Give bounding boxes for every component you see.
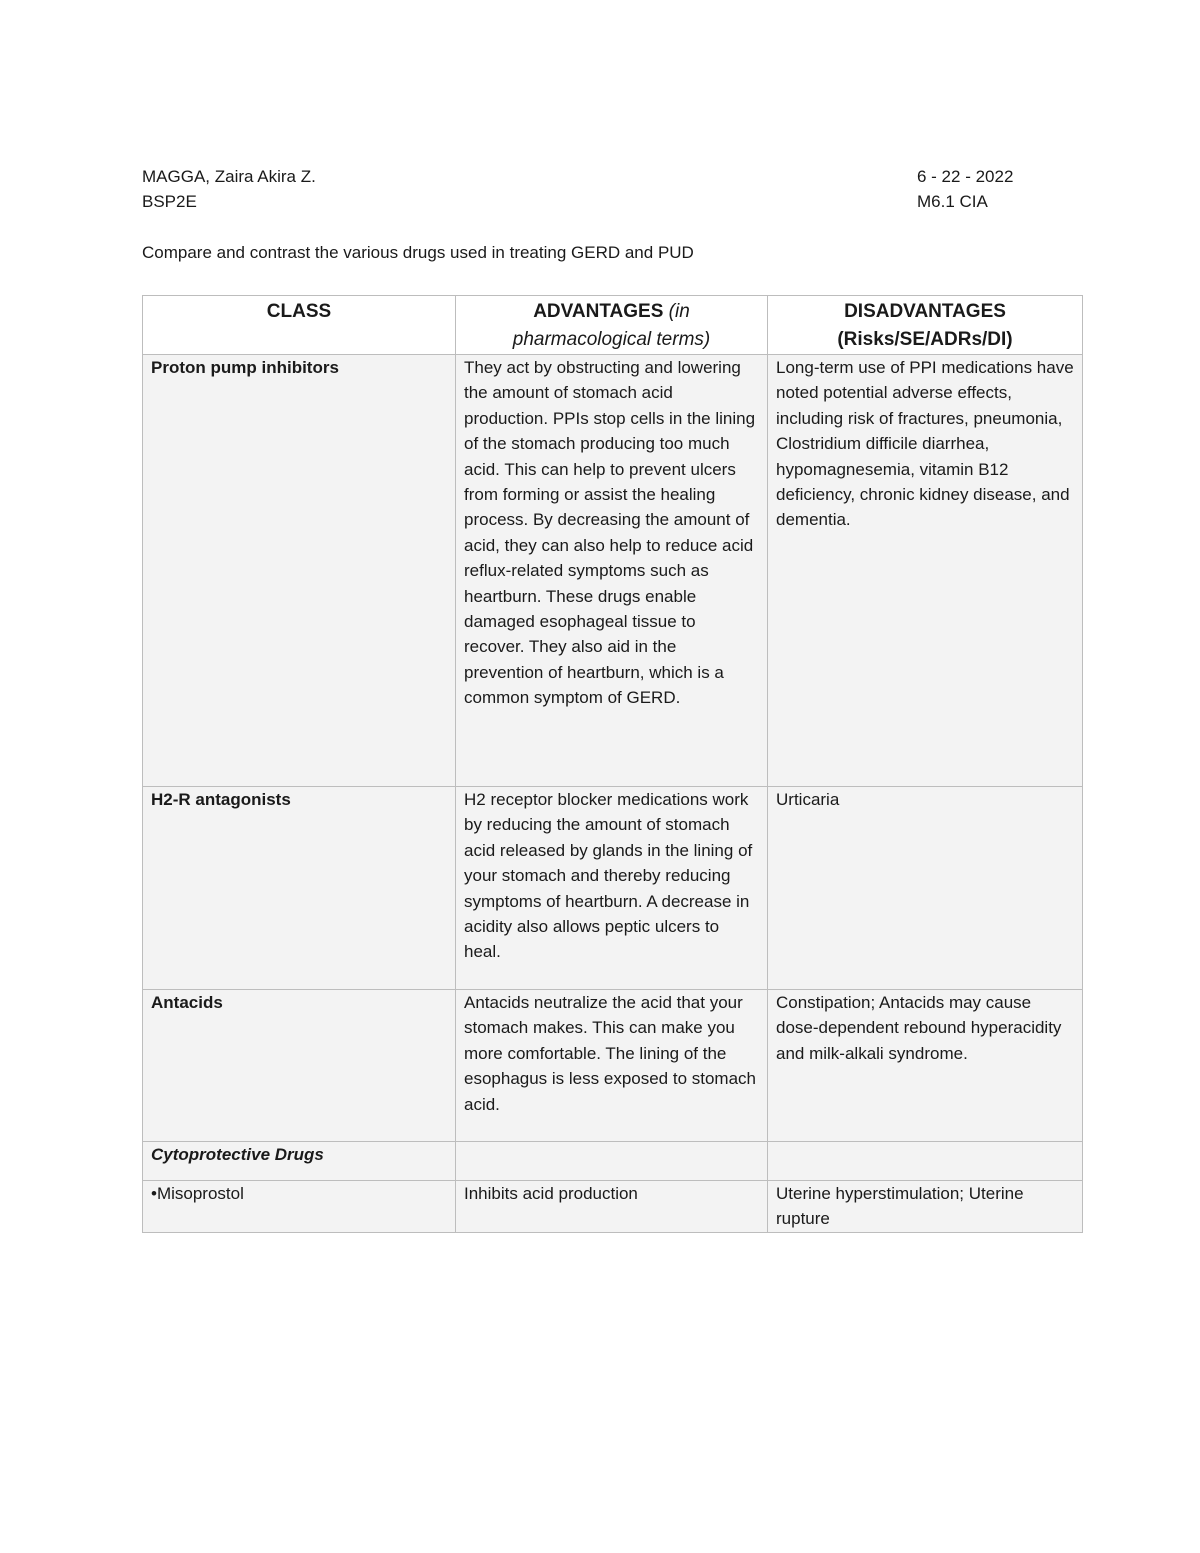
disadvantages-cell <box>768 1142 1083 1181</box>
column-header-class <box>143 296 456 355</box>
drug-comparison-table <box>142 295 1083 1233</box>
advantages-cell: They act by obstructing and lowering the amount of stomach acid production. PPIs stop cells in the lining of the stomach producing too much acid. This can help to prevent ulcers from forming or assist the healing process. By decreasing the amount of acid, they can also help to reduce acid reflux-related symptoms such as heartburn. These drugs enable damaged esophageal tissue to recover. They also aid in the prevention of heartburn, which is a common symptom of GERD. <box>456 355 768 787</box>
disadvantages-cell: Urticaria <box>768 787 1083 990</box>
student-name: MAGGA, Zaira Akira Z. <box>142 167 316 186</box>
assignment-prompt: Compare and contrast the various drugs used in treating GERD and PUD <box>142 243 694 262</box>
column-header-advantages <box>456 296 768 355</box>
advantages-cell <box>456 1142 768 1181</box>
table-row <box>143 787 1083 990</box>
class-cell: H2-R antagonists <box>143 787 456 990</box>
column-header-class-label: CLASS <box>266 301 332 322</box>
table-row <box>143 990 1083 1142</box>
advantages-cell: Inhibits acid production <box>456 1181 768 1233</box>
activity-code: M6.1 CIA <box>917 192 988 211</box>
disadvantages-cell: Constipation; Antacids may cause dose-dependent rebound hyperacidity and milk-alkali syndrome. <box>768 990 1083 1142</box>
column-header-disadvantages-label: DISADVANTAGES <box>844 301 1006 322</box>
class-cell: Cytoprotective Drugs <box>143 1142 456 1181</box>
column-header-disadvantages <box>768 296 1083 355</box>
class-cell: Proton pump inhibitors <box>143 355 456 787</box>
submission-date: 6 - 22 - 2022 <box>917 167 1014 186</box>
table-row <box>143 1142 1083 1181</box>
table-header-row <box>143 296 1083 355</box>
table-row <box>143 1181 1083 1233</box>
disadvantages-cell: Uterine hyperstimulation; Uterine rupture <box>768 1181 1083 1233</box>
advantages-cell: Antacids neutralize the acid that your stomach makes. This can make you more comfortable. The lining of the esophagus is less exposed to stomach acid. <box>456 990 768 1142</box>
column-header-advantages-label: ADVANTAGES <box>533 301 664 322</box>
column-header-disadvantages-note: (Risks/SE/ADRs/DI) <box>837 329 1013 350</box>
student-section: BSP2E <box>142 192 197 211</box>
disadvantages-cell: Long-term use of PPI medications have noted potential adverse effects, including risk of fractures, pneumonia, Clostridium difficile diarrhea, hypomagnesemia, vitamin B12 deficiency, chronic kidney disease, and dementia. <box>768 355 1083 787</box>
class-cell: Antacids <box>143 990 456 1142</box>
column-header-advantages-note: (in pharmacological terms) <box>512 301 711 350</box>
advantages-cell: H2 receptor blocker medications work by reducing the amount of stomach acid released by glands in the lining of your stomach and thereby reducing symptoms of heartburn. A decrease in acidity also allows peptic ulcers to heal. <box>456 787 768 990</box>
table-row <box>143 355 1083 787</box>
class-cell: •Misoprostol <box>143 1181 456 1233</box>
